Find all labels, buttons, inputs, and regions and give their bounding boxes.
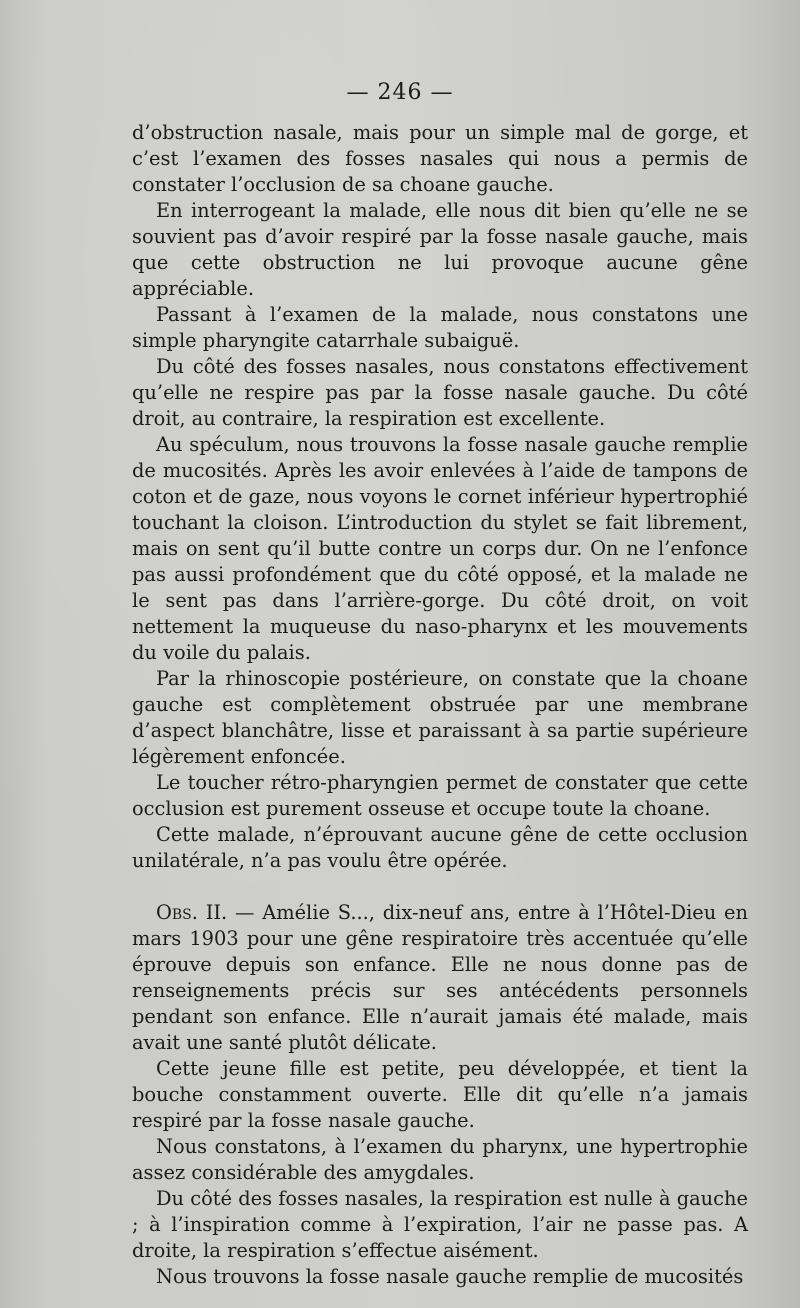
paragraph: Le toucher rétro-pharyngien permet de constater que cette occlusion est purement osseuse et occupe toute la choane.: [132, 771, 748, 820]
paragraph: Passant à l’examen de la malade, nous constatons une simple pharyngite catarrhale subaiguë.: [132, 303, 748, 352]
paragraph: Cette jeune fille est petite, peu développée, et tient la bouche constamment ouverte. Elle dit qu’elle n’a jamais respiré par la fosse nasale gauche.: [132, 1057, 748, 1132]
paragraph: Cette malade, n’éprouvant aucune gêne de cette occlusion unilatérale, n’a pas voulu être opérée.: [132, 823, 748, 872]
paragraph: Du côté des fosses nasales, nous constatons effectivement qu’elle ne respire pas par la fosse nasale gauche. Du côté droit, au contraire, la respiration est excellente.: [132, 355, 748, 430]
paragraph: Au spéculum, nous trouvons la fosse nasale gauche remplie de mucosités. Après les avoir enlevées à l’aide de tampons de coton et de gaze, nous voyons le cornet inférieur hypertrophié touchant la cloison. L’introduction du stylet se fait librement, mais on sent qu’il butte contre un corps dur. On ne l’enfonce pas aussi profondément que du côté opposé, et la malade ne le sent pas dans l’arrière-gorge. Du côté droit, on voit nettement la muqueuse du naso-pharynx et les mouvements du voile du palais.: [132, 433, 748, 664]
paragraph: Par la rhinoscopie postérieure, on constate que la choane gauche est complètement obstruée par une membrane d’aspect blanchâtre, lisse et paraissant à sa partie supérieure légèrement enfoncée.: [132, 667, 748, 768]
observation-label: Obs. II.: [156, 901, 228, 924]
page-number: — 246 —: [346, 80, 454, 105]
paragraph: En interrogeant la malade, elle nous dit bien qu’elle ne se souvient pas d’avoir respiré par la fosse nasale gauche, mais que cette obstruction ne lui provoque aucune gêne appréciable.: [132, 199, 748, 300]
body-text: [132, 120, 748, 1290]
observation-text: — Amélie S..., dix-neuf ans, entre à l’Hôtel-Dieu en mars 1903 pour une gêne respiratoire très accentuée qu’elle éprouve depuis son enfance. Elle ne nous donne pas de renseignements précis sur ses antécédents personnels pendant son enfance. Elle n’aurait jamais été malade, mais avait une santé plutôt délicate.: [132, 901, 748, 1054]
paragraph: Du côté des fosses nasales, la respiration est nulle à gauche ; à l’inspiration comme à l’expiration, l’air ne passe pas. A droite, la respiration s’effectue aisément.: [132, 1187, 748, 1262]
observation-paragraph: [132, 900, 748, 1056]
paragraph: d’obstruction nasale, mais pour un simple mal de gorge, et c’est l’examen des fosses nasales qui nous a permis de constater l’occlusion de sa choane gauche.: [132, 121, 748, 196]
paragraph: Nous constatons, à l’examen du pharynx, une hypertrophie assez considérable des amygdales.: [132, 1135, 748, 1184]
paragraph: Nous trouvons la fosse nasale gauche remplie de mucosités: [156, 1265, 744, 1288]
